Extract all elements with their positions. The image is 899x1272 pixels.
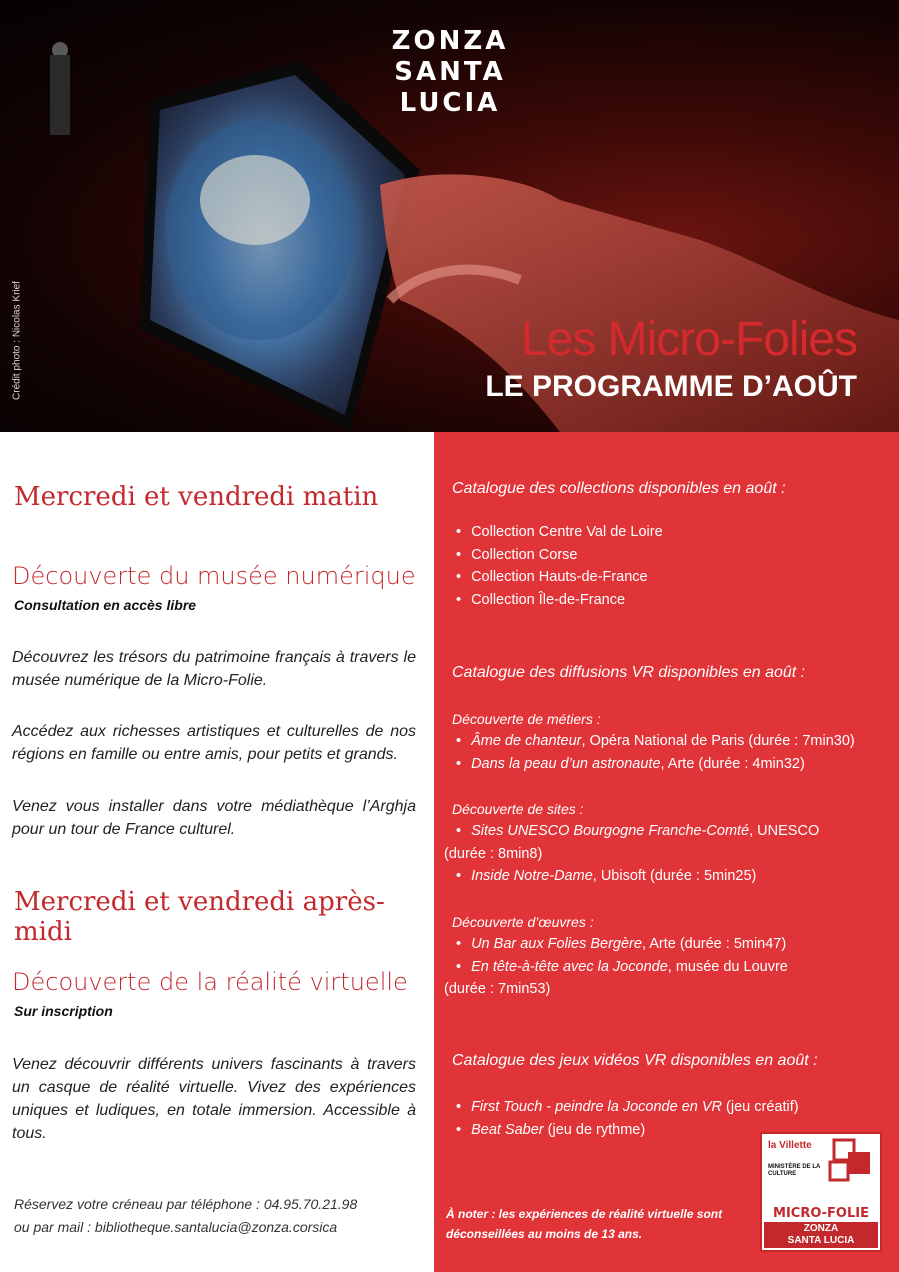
reserve-phone: Réservez votre créneau par téléphone : 04.95.70.21.98 xyxy=(14,1196,358,1212)
list-item: • Collection Corse xyxy=(456,544,663,567)
item-detail: (durée : 7min53) xyxy=(444,981,551,998)
la-villette-logo: la Villette xyxy=(768,1140,812,1151)
zonza-logo xyxy=(380,26,520,119)
item-detail: , Arte (durée : 5min47) xyxy=(641,936,787,952)
list-item: • Collection Centre Val de Loire xyxy=(456,521,663,544)
item-detail: , UNESCO xyxy=(749,823,820,839)
museum-paragraph-1: Découvrez les trésors du patrimoine français à travers le musée numérique de la Micro-Folie. xyxy=(12,649,416,689)
oeuvres-list xyxy=(444,933,788,1001)
catalogue-vr-heading: Catalogue des diffusions VR disponibles en août : xyxy=(452,664,806,681)
badge-zonza: ZONZA xyxy=(803,1223,839,1234)
list-item: • Collection Hauts-de-France xyxy=(456,566,663,589)
collections-list xyxy=(456,521,663,611)
logo-line: LUCIA xyxy=(399,88,501,118)
oeuvres-label: Découverte d’œuvres : xyxy=(452,914,594,930)
item-detail: (durée : 8min8) xyxy=(444,845,543,862)
micro-folie-badge xyxy=(760,1132,882,1252)
item-detail: (jeu créatif) xyxy=(722,1099,799,1115)
day-heading-afternoon: Mercredi et vendredi après-midi xyxy=(14,887,385,947)
games-list xyxy=(456,1096,799,1141)
item-title: Beat Saber xyxy=(471,1121,544,1138)
photo-credit: Crédit photo : Nicolas Krief xyxy=(11,281,23,400)
list-item-wrap xyxy=(444,978,788,1001)
item-title: Inside Notre-Dame xyxy=(471,868,593,885)
day-heading-morning: Mercredi et vendredi matin xyxy=(14,482,379,512)
cubes-icon xyxy=(826,1138,876,1188)
item-detail: , musée du Louvre xyxy=(667,958,788,975)
zonza-santa-lucia-label xyxy=(764,1222,878,1248)
list-item xyxy=(450,933,788,956)
item-detail: , Opéra National de Paris (durée : 7min30) xyxy=(581,733,855,749)
item-title: Sites UNESCO Bourgogne Franche-Comté xyxy=(471,823,750,839)
list-item xyxy=(450,865,819,888)
section-subtitle-vr: Sur inscription xyxy=(14,1003,113,1019)
hero-subtitle: LE PROGRAMME D’AOÛT xyxy=(485,370,857,403)
list-item xyxy=(456,730,855,753)
section-title-vr: Découverte de la réalité virtuelle xyxy=(12,968,408,996)
item-title: Un Bar aux Folies Bergère xyxy=(471,936,642,952)
item-detail: , Arte (durée : 4min32) xyxy=(660,755,805,772)
list-item xyxy=(456,1096,799,1119)
section-subtitle-museum: Consultation en accès libre xyxy=(14,597,197,613)
item-title: First Touch - peindre la Joconde en VR xyxy=(471,1099,723,1115)
museum-paragraph-3: Venez vous installer dans votre médiathèque l’Arghja pour un tour de France culturel. xyxy=(12,798,416,838)
item-title: Dans la peau d’un astronaute xyxy=(471,755,661,772)
sites-label: Découverte de sites : xyxy=(452,801,584,817)
sites-list xyxy=(444,820,820,888)
list-item xyxy=(456,1119,799,1142)
vr-paragraph: Venez découvrir différents univers fascinants à travers un casque de réalité virtuelle. Vivez des expériences uniques et ludiques, en totale immersion. Accessible à tous. xyxy=(12,1056,416,1142)
museum-paragraph-2: Accédez aux richesses artistiques et culturelles de nos régions en famille ou entre amis, pour petits et grands. xyxy=(12,723,416,763)
age-warning-note: À noter : les expériences de réalité virtuelle sont déconseillées au moins de 13 ans. xyxy=(446,1207,723,1241)
hero-title: Les Micro-Folies xyxy=(520,313,857,366)
section-title-museum: Découverte du musée numérique xyxy=(12,562,416,590)
item-title: En tête-à-tête avec la Joconde xyxy=(471,958,668,975)
list-item: • Collection Île-de-France xyxy=(456,589,663,612)
metiers-label: Découverte de métiers : xyxy=(452,711,601,727)
list-item xyxy=(456,753,855,776)
list-item-wrap xyxy=(444,843,819,866)
ministere-culture-logo: MINISTÈRE DE LA CULTURE xyxy=(768,1164,821,1177)
catalogue-collections-heading: Catalogue des collections disponibles en août : xyxy=(452,480,786,497)
item-title: Âme de chanteur xyxy=(471,733,582,749)
reserve-email[interactable]: ou par mail : bibliotheque.santalucia@zonza.corsica xyxy=(14,1219,338,1235)
badge-santa-lucia: SANTA LUCIA xyxy=(787,1235,855,1246)
logo-line: SANTA xyxy=(394,57,506,87)
logo-line: ZONZA xyxy=(391,26,509,56)
catalogue-games-heading: Catalogue des jeux vidéos VR disponibles en août : xyxy=(452,1052,818,1069)
micro-folie-label: MICRO-FOLIE xyxy=(773,1206,869,1221)
item-detail: (jeu de rythme) xyxy=(543,1121,646,1138)
list-item xyxy=(450,956,788,979)
item-detail: , Ubisoft (durée : 5min25) xyxy=(592,868,757,885)
hero-banner xyxy=(0,0,899,432)
list-item xyxy=(450,820,819,843)
metiers-list xyxy=(456,730,855,775)
left-column xyxy=(0,432,434,1272)
